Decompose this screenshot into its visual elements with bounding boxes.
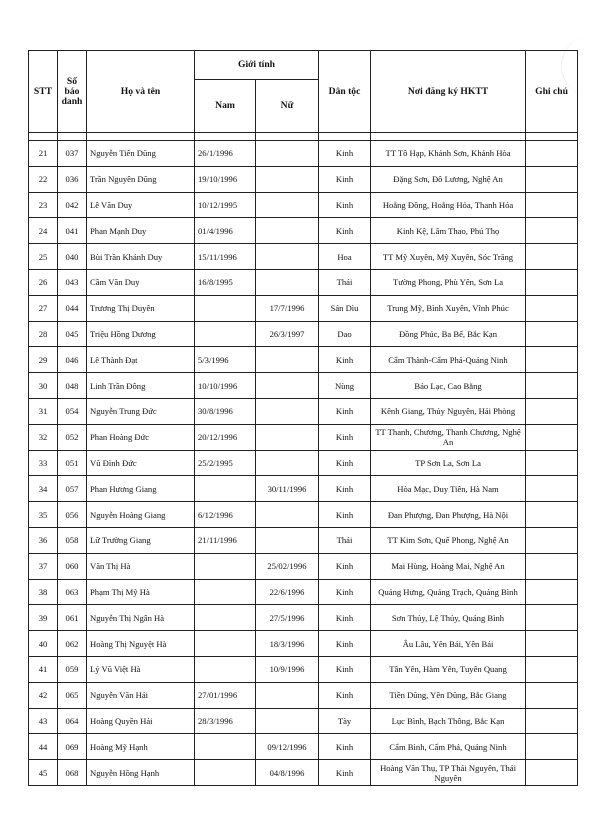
cell-note (526, 502, 578, 528)
cell-ethnic: Dao (319, 321, 371, 347)
table-row (29, 244, 578, 270)
cell-sbd: 064 (58, 708, 87, 734)
cell-female-dob: 17/7/1996 (256, 295, 319, 321)
header-ethnic: Dân tộc (319, 51, 371, 133)
cell-stt: 29 (29, 347, 58, 373)
table-row (29, 373, 578, 399)
cell-female-dob: 22/6/1996 (256, 579, 319, 605)
cell-stt: 37 (29, 553, 58, 579)
cell-stt: 40 (29, 631, 58, 657)
cell-ethnic: Kinh (319, 502, 371, 528)
cell-address: Bảo Lạc, Cao Bằng (371, 373, 526, 399)
table-row (29, 579, 578, 605)
cell-address: Tường Phong, Phù Yên, Sơn La (371, 269, 526, 295)
cell-ethnic: Kinh (319, 734, 371, 760)
cell-male-dob: 21/11/1996 (195, 527, 256, 553)
cell-note (526, 398, 578, 424)
cell-note (526, 269, 578, 295)
cell-name: Phan Hương Giang (87, 476, 195, 502)
cell-male-dob (195, 656, 256, 682)
cell-stt: 43 (29, 708, 58, 734)
cell-ethnic: Kinh (319, 553, 371, 579)
cell-sbd: 056 (58, 502, 87, 528)
cell-stt: 26 (29, 269, 58, 295)
cell-ethnic: Nùng (319, 373, 371, 399)
cell-female-dob (256, 269, 319, 295)
cell-stt: 28 (29, 321, 58, 347)
cell-ethnic: Kinh (319, 450, 371, 476)
cell-address: Tiền Dũng, Yên Dũng, Bắc Giang (371, 682, 526, 708)
cell-female-dob: 09/12/1996 (256, 734, 319, 760)
cell-address: Cẩm Bình, Cẩm Phả, Quảng Ninh (371, 734, 526, 760)
table-row (29, 295, 578, 321)
cell-note (526, 166, 578, 192)
cell-name: Phan Hoàng Đức (87, 424, 195, 450)
cell-name: Trương Thị Duyên (87, 295, 195, 321)
cell-stt: 25 (29, 244, 58, 270)
cell-ethnic: Kinh (319, 605, 371, 631)
cell-sbd: 059 (58, 656, 87, 682)
cell-male-dob: 5/3/1996 (195, 347, 256, 373)
table-row (29, 321, 578, 347)
cell-female-dob: 18/3/1996 (256, 631, 319, 657)
cell-note (526, 424, 578, 450)
cell-female-dob (256, 141, 319, 167)
cell-female-dob (256, 682, 319, 708)
cell-stt: 38 (29, 579, 58, 605)
cell-male-dob: 20/12/1996 (195, 424, 256, 450)
cell-male-dob (195, 295, 256, 321)
cell-male-dob (195, 579, 256, 605)
cell-female-dob (256, 398, 319, 424)
cell-sbd: 062 (58, 631, 87, 657)
cell-note (526, 734, 578, 760)
cell-male-dob (195, 605, 256, 631)
cell-male-dob: 01/4/1996 (195, 218, 256, 244)
table-row (29, 218, 578, 244)
cell-address: Hòa Mạc, Duy Tiên, Hà Nam (371, 476, 526, 502)
cell-ethnic: Kinh (319, 682, 371, 708)
cell-address: Đan Phượng, Đan Phượng, Hà Nội (371, 502, 526, 528)
header-gender: Giới tính (195, 51, 319, 80)
cell-ethnic: Sán Dìu (319, 295, 371, 321)
cell-name: Lý Vũ Việt Hà (87, 656, 195, 682)
header-female: Nữ (256, 80, 319, 133)
cell-stt: 27 (29, 295, 58, 321)
candidate-table (28, 50, 578, 786)
cell-female-dob: 26/3/1997 (256, 321, 319, 347)
cell-address: TT Mỹ Xuyên, Mỹ Xuyên, Sóc Trăng (371, 244, 526, 270)
cell-note (526, 476, 578, 502)
cell-note (526, 656, 578, 682)
cell-note (526, 527, 578, 553)
cell-sbd: 065 (58, 682, 87, 708)
cell-sbd: 040 (58, 244, 87, 270)
cell-ethnic: Kinh (319, 424, 371, 450)
cell-ethnic: Kinh (319, 347, 371, 373)
cell-name: Hoàng Thị Nguyệt Hà (87, 631, 195, 657)
cell-female-dob (256, 244, 319, 270)
cell-note (526, 218, 578, 244)
cell-note (526, 631, 578, 657)
cell-name: Cầm Văn Duy (87, 269, 195, 295)
table-row (29, 605, 578, 631)
cell-name: Nguyễn Trung Đức (87, 398, 195, 424)
cell-name: Nguyễn Tiến Dũng (87, 141, 195, 167)
cell-sbd: 046 (58, 347, 87, 373)
cell-female-dob: 30/11/1996 (256, 476, 319, 502)
cell-address: Hoàng Văn Thụ, TP Thái Nguyên, Thái Nguyên (371, 760, 526, 786)
cell-female-dob (256, 192, 319, 218)
table-row (29, 553, 578, 579)
cell-ethnic: Kinh (319, 192, 371, 218)
cell-ethnic: Kinh (319, 166, 371, 192)
cell-name: Lê Thành Đạt (87, 347, 195, 373)
cell-stt: 32 (29, 424, 58, 450)
cell-note (526, 321, 578, 347)
cell-sbd: 048 (58, 373, 87, 399)
cell-sbd: 060 (58, 553, 87, 579)
cell-female-dob: 25/02/1996 (256, 553, 319, 579)
cell-note (526, 450, 578, 476)
cell-sbd: 041 (58, 218, 87, 244)
cell-stt: 34 (29, 476, 58, 502)
cell-female-dob (256, 347, 319, 373)
cell-male-dob: 28/3/1996 (195, 708, 256, 734)
cell-female-dob (256, 373, 319, 399)
cell-address: Sơn Thủy, Lệ Thủy, Quảng Bình (371, 605, 526, 631)
cell-address: TP Sơn La, Sơn La (371, 450, 526, 476)
header-stt: STT (29, 51, 58, 133)
cell-sbd: 054 (58, 398, 87, 424)
cell-male-dob: 10/12/1995 (195, 192, 256, 218)
table-row (29, 656, 578, 682)
cell-female-dob (256, 218, 319, 244)
cell-address: TT Kim Sơn, Quế Phong, Nghệ An (371, 527, 526, 553)
cell-ethnic: Kinh (319, 631, 371, 657)
cell-name: Hoàng Mỹ Hạnh (87, 734, 195, 760)
cell-address: TT Thanh, Chương, Thanh Chương, Nghệ An (371, 424, 526, 450)
header-address: Nơi đăng ký HKTT (371, 51, 526, 133)
cell-name: Trần Nguyên Dũng (87, 166, 195, 192)
cell-address: Cẩm Thành-Cẩm Phả-Quảng Ninh (371, 347, 526, 373)
cell-male-dob: 26/1/1996 (195, 141, 256, 167)
cell-male-dob (195, 321, 256, 347)
header-sbd: Số báo danh (58, 51, 87, 133)
cell-name: Vũ Đình Đức (87, 450, 195, 476)
cell-sbd: 042 (58, 192, 87, 218)
cell-ethnic: Kinh (319, 579, 371, 605)
cell-note (526, 682, 578, 708)
cell-address: Mai Hùng, Hoàng Mai, Nghệ An (371, 553, 526, 579)
table-row (29, 269, 578, 295)
table-row (29, 166, 578, 192)
cell-name: Phan Mạnh Duy (87, 218, 195, 244)
table-row (29, 734, 578, 760)
cell-address: Đặng Sơn, Đô Lương, Nghệ An (371, 166, 526, 192)
cell-name: Lữ Trường Giang (87, 527, 195, 553)
cell-sbd: 061 (58, 605, 87, 631)
cell-ethnic: Hoa (319, 244, 371, 270)
cell-sbd: 051 (58, 450, 87, 476)
cell-name: Nguyễn Hồng Hạnh (87, 760, 195, 786)
cell-male-dob: 6/12/1996 (195, 502, 256, 528)
cell-note (526, 192, 578, 218)
cell-stt: 30 (29, 373, 58, 399)
table-row (29, 192, 578, 218)
table-row (29, 760, 578, 786)
header-note: Ghi chú (526, 51, 578, 133)
cell-male-dob (195, 760, 256, 786)
cell-male-dob (195, 734, 256, 760)
table-row (29, 450, 578, 476)
table-row (29, 682, 578, 708)
cell-address: Âu Lâu, Yên Bái, Yên Bái (371, 631, 526, 657)
cell-male-dob: 15/11/1996 (195, 244, 256, 270)
cell-ethnic: Kinh (319, 398, 371, 424)
cell-ethnic: Kinh (319, 141, 371, 167)
table-row (29, 424, 578, 450)
cell-name: Bùi Trần Khánh Duy (87, 244, 195, 270)
cell-stt: 36 (29, 527, 58, 553)
table-row (29, 141, 578, 167)
cell-female-dob (256, 424, 319, 450)
cell-name: Phạm Thị Mỹ Hà (87, 579, 195, 605)
cell-note (526, 605, 578, 631)
table-row (29, 708, 578, 734)
cell-name: Nguyễn Thị Ngân Hà (87, 605, 195, 631)
cell-note (526, 373, 578, 399)
cell-sbd: 069 (58, 734, 87, 760)
cell-note (526, 295, 578, 321)
cell-male-dob: 30/8/1996 (195, 398, 256, 424)
cell-stt: 33 (29, 450, 58, 476)
cell-note (526, 141, 578, 167)
cell-address: Lục Bình, Bạch Thông, Bắc Kạn (371, 708, 526, 734)
cell-stt: 45 (29, 760, 58, 786)
table-row (29, 527, 578, 553)
cell-male-dob: 27/01/1996 (195, 682, 256, 708)
cell-stt: 35 (29, 502, 58, 528)
header-name: Họ và tên (87, 51, 195, 133)
cell-address: Hoằng Đồng, Hoằng Hóa, Thanh Hóa (371, 192, 526, 218)
cell-female-dob: 10/9/1996 (256, 656, 319, 682)
cell-address: TT Tô Hạp, Khánh Sơn, Khánh Hòa (371, 141, 526, 167)
cell-name: Hoàng Quyền Hải (87, 708, 195, 734)
table-row (29, 347, 578, 373)
cell-ethnic: Kinh (319, 656, 371, 682)
cell-address: Tân Yên, Hàm Yên, Tuyên Quang (371, 656, 526, 682)
cell-name: Văn Thị Hà (87, 553, 195, 579)
cell-note (526, 579, 578, 605)
cell-note (526, 553, 578, 579)
cell-sbd: 068 (58, 760, 87, 786)
cell-female-dob (256, 708, 319, 734)
cell-sbd: 063 (58, 579, 87, 605)
cell-stt: 21 (29, 141, 58, 167)
cell-stt: 22 (29, 166, 58, 192)
cell-female-dob (256, 502, 319, 528)
cell-note (526, 708, 578, 734)
cell-address: Trung Mỹ, Bình Xuyên, Vĩnh Phúc (371, 295, 526, 321)
cell-address: Kênh Giang, Thủy Nguyên, Hải Phòng (371, 398, 526, 424)
cell-address: Kinh Kệ, Lâm Thao, Phú Thọ (371, 218, 526, 244)
cell-male-dob: 16/8/1995 (195, 269, 256, 295)
cell-male-dob: 10/10/1996 (195, 373, 256, 399)
cell-stt: 39 (29, 605, 58, 631)
cell-name: Lê Văn Duy (87, 192, 195, 218)
cell-ethnic: Kinh (319, 476, 371, 502)
cell-note (526, 244, 578, 270)
cell-male-dob (195, 476, 256, 502)
cell-sbd: 036 (58, 166, 87, 192)
cell-ethnic: Kinh (319, 760, 371, 786)
cell-note (526, 347, 578, 373)
cell-stt: 31 (29, 398, 58, 424)
cell-ethnic: Tày (319, 708, 371, 734)
cell-ethnic: Kinh (319, 218, 371, 244)
cell-sbd: 058 (58, 527, 87, 553)
cell-female-dob: 04/8/1996 (256, 760, 319, 786)
cell-female-dob (256, 450, 319, 476)
cell-name: Nguyễn Văn Hải (87, 682, 195, 708)
cell-stt: 24 (29, 218, 58, 244)
cell-sbd: 057 (58, 476, 87, 502)
cell-address: Quảng Hưng, Quảng Trạch, Quảng Bình (371, 579, 526, 605)
cell-sbd: 044 (58, 295, 87, 321)
cell-stt: 41 (29, 656, 58, 682)
cell-sbd: 043 (58, 269, 87, 295)
cell-name: Nguyễn Hoàng Giang (87, 502, 195, 528)
cell-address: Đồng Phúc, Ba Bể, Bắc Kạn (371, 321, 526, 347)
cell-male-dob (195, 631, 256, 657)
table-row (29, 398, 578, 424)
cell-sbd: 037 (58, 141, 87, 167)
cell-note (526, 760, 578, 786)
table-row (29, 502, 578, 528)
table-row (29, 476, 578, 502)
header-male: Nam (195, 80, 256, 133)
cell-ethnic: Thái (319, 527, 371, 553)
cell-female-dob (256, 166, 319, 192)
cell-stt: 23 (29, 192, 58, 218)
table-row (29, 631, 578, 657)
cell-sbd: 045 (58, 321, 87, 347)
cell-female-dob (256, 527, 319, 553)
candidate-list-sheet (28, 50, 577, 786)
cell-stt: 44 (29, 734, 58, 760)
cell-male-dob: 19/10/1996 (195, 166, 256, 192)
cell-male-dob: 25/2/1995 (195, 450, 256, 476)
cell-male-dob (195, 553, 256, 579)
cell-name: Linh Trần Đông (87, 373, 195, 399)
cell-female-dob: 27/5/1996 (256, 605, 319, 631)
cell-stt: 42 (29, 682, 58, 708)
cell-sbd: 052 (58, 424, 87, 450)
cell-name: Triệu Hồng Dương (87, 321, 195, 347)
cell-ethnic: Thái (319, 269, 371, 295)
